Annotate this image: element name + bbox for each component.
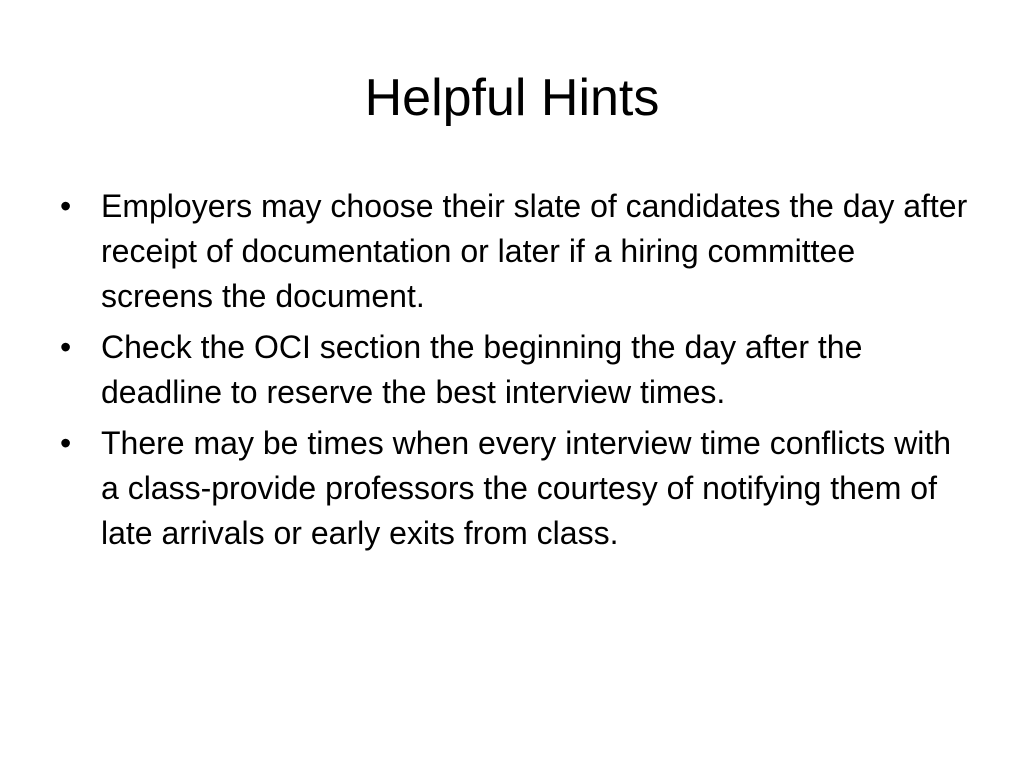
bullet-text: Check the OCI section the beginning the day after the deadline to reserve the best interview times. [101,329,863,410]
bullet-item [60,421,970,556]
bullet-item [60,325,970,415]
bullet-list [60,184,970,562]
slide-title: Helpful Hints [364,69,660,127]
bullet-text: There may be times when every interview time conflicts with a class-provide professors the courtesy of notifying them of late arrivals or early exits from class. [101,425,952,551]
bullet-item [60,184,970,319]
bullet-icon: • [60,425,72,461]
bullet-icon: • [60,329,72,365]
bullet-text: Employers may choose their slate of candidates the day after receipt of documentation or later if a hiring committee screens the document. [101,188,968,314]
bullet-icon: • [60,188,72,224]
